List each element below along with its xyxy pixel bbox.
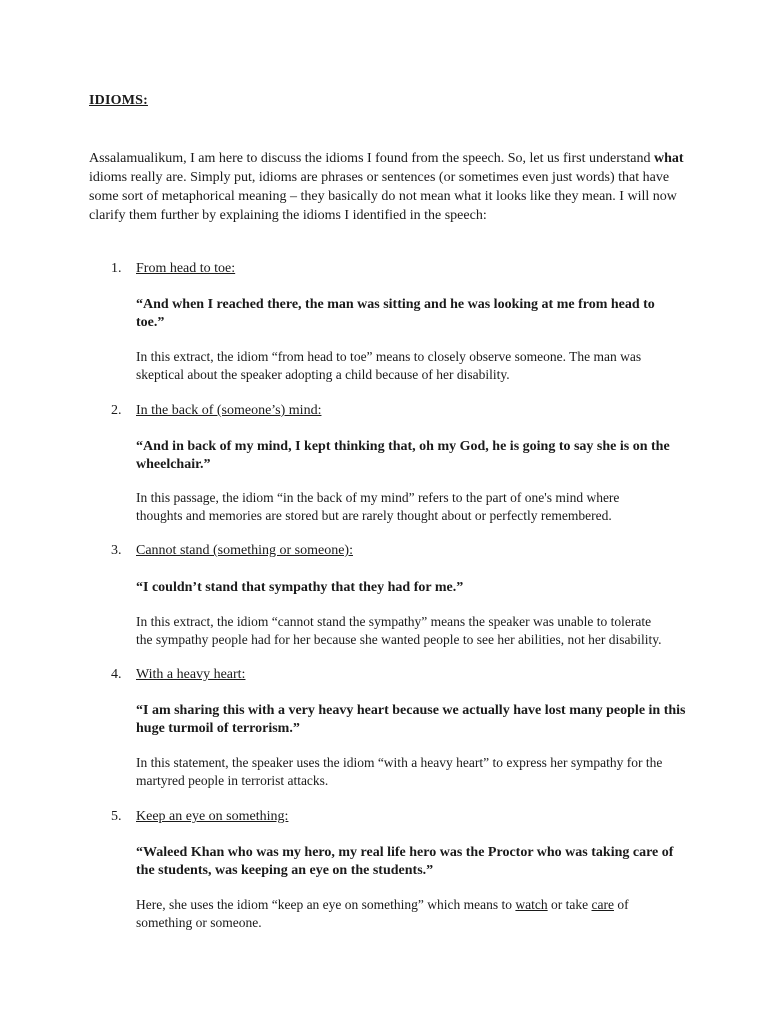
item-quote (136, 438, 696, 474)
explanation-line: In this passage, the idiom “in the back of my mind” refers to the part of one's mind where (136, 490, 620, 505)
quote-line: “And when I reached there, the man was sitting and he was looking at me from head to (136, 297, 655, 312)
quote-line: huge turmoil of terrorism.” (136, 721, 300, 736)
intro-line-3: some sort of metaphorical meaning – they basically do not mean what it looks like they mean. I will now (89, 189, 677, 204)
item-number: 3. (111, 543, 122, 558)
quote-line: wheelchair.” (136, 457, 211, 472)
item-explanation (136, 613, 686, 649)
item-title: Cannot stand (something or someone): (136, 543, 353, 558)
item-number: 1. (111, 261, 122, 276)
intro-line-2: idioms really are. Simply put, idioms are phrases or sentences (or sometimes even just words) that have (89, 170, 670, 185)
explanation-line: In this statement, the speaker uses the idiom “with a heavy heart” to express her sympathy for the (136, 755, 663, 770)
intro-line-4: clarify them further by explaining the idioms I identified in the speech: (89, 208, 487, 223)
explanation-line (136, 896, 686, 914)
item-number: 2. (111, 403, 122, 418)
item-explanation (136, 348, 686, 384)
page-title: IDIOMS: (89, 93, 148, 108)
intro-bold-word: what (653, 151, 684, 166)
item-number: 4. (111, 667, 122, 682)
item-title: In the back of (someone’s) mind: (136, 403, 322, 418)
item-title: From head to toe: (136, 261, 236, 276)
explanation-text: or take (551, 897, 589, 912)
item-explanation (136, 489, 686, 525)
item-quote (136, 702, 696, 738)
item-quote (136, 296, 696, 332)
explanation-line: In this extract, the idiom “cannot stand the sympathy” means the speaker was unable to tolerate (136, 614, 652, 629)
quote-line: “I am sharing this with a very heavy heart because we actually have lost many people in this (136, 703, 686, 718)
quote-line: “I couldn’t stand that sympathy that they had for me.” (136, 580, 464, 595)
explanation-line: thoughts and memories are stored but are rarely thought about or perfectly remembered. (136, 508, 612, 523)
item-number: 5. (111, 809, 122, 824)
underlined-word-watch: watch (515, 897, 548, 912)
explanation-text: Here, she uses the idiom “keep an eye on something” which means to (136, 897, 513, 912)
explanation-text: of (617, 897, 629, 912)
underlined-word-care: care (591, 897, 614, 912)
item-explanation (136, 754, 686, 790)
explanation-line: skeptical about the speaker adopting a child because of her disability. (136, 367, 510, 382)
quote-line: the students, was keeping an eye on the students.” (136, 863, 434, 878)
quote-line: “Waleed Khan who was my hero, my real life hero was the Proctor who was taking care of (136, 845, 674, 860)
intro-paragraph (89, 149, 689, 225)
quote-line: toe.” (136, 315, 165, 330)
item-explanation (136, 896, 686, 932)
item-title: Keep an eye on something: (136, 809, 289, 824)
explanation-line: In this extract, the idiom “from head to toe” means to closely observe someone. The man was (136, 349, 642, 364)
explanation-line: something or someone. (136, 915, 262, 930)
intro-line-1-text: Assalamualikum, I am here to discuss the idioms I found from the speech. So, let us first understand (89, 151, 651, 166)
quote-line: “And in back of my mind, I kept thinking that, oh my God, he is going to say she is on the (136, 439, 670, 454)
explanation-line: the sympathy people had for her because she wanted people to see her abilities, not her disability. (136, 632, 662, 647)
item-quote (136, 579, 696, 597)
intro-line-1 (89, 149, 689, 168)
item-quote (136, 844, 696, 880)
item-title: With a heavy heart: (136, 667, 246, 682)
explanation-line: martyred people in terrorist attacks. (136, 773, 329, 788)
